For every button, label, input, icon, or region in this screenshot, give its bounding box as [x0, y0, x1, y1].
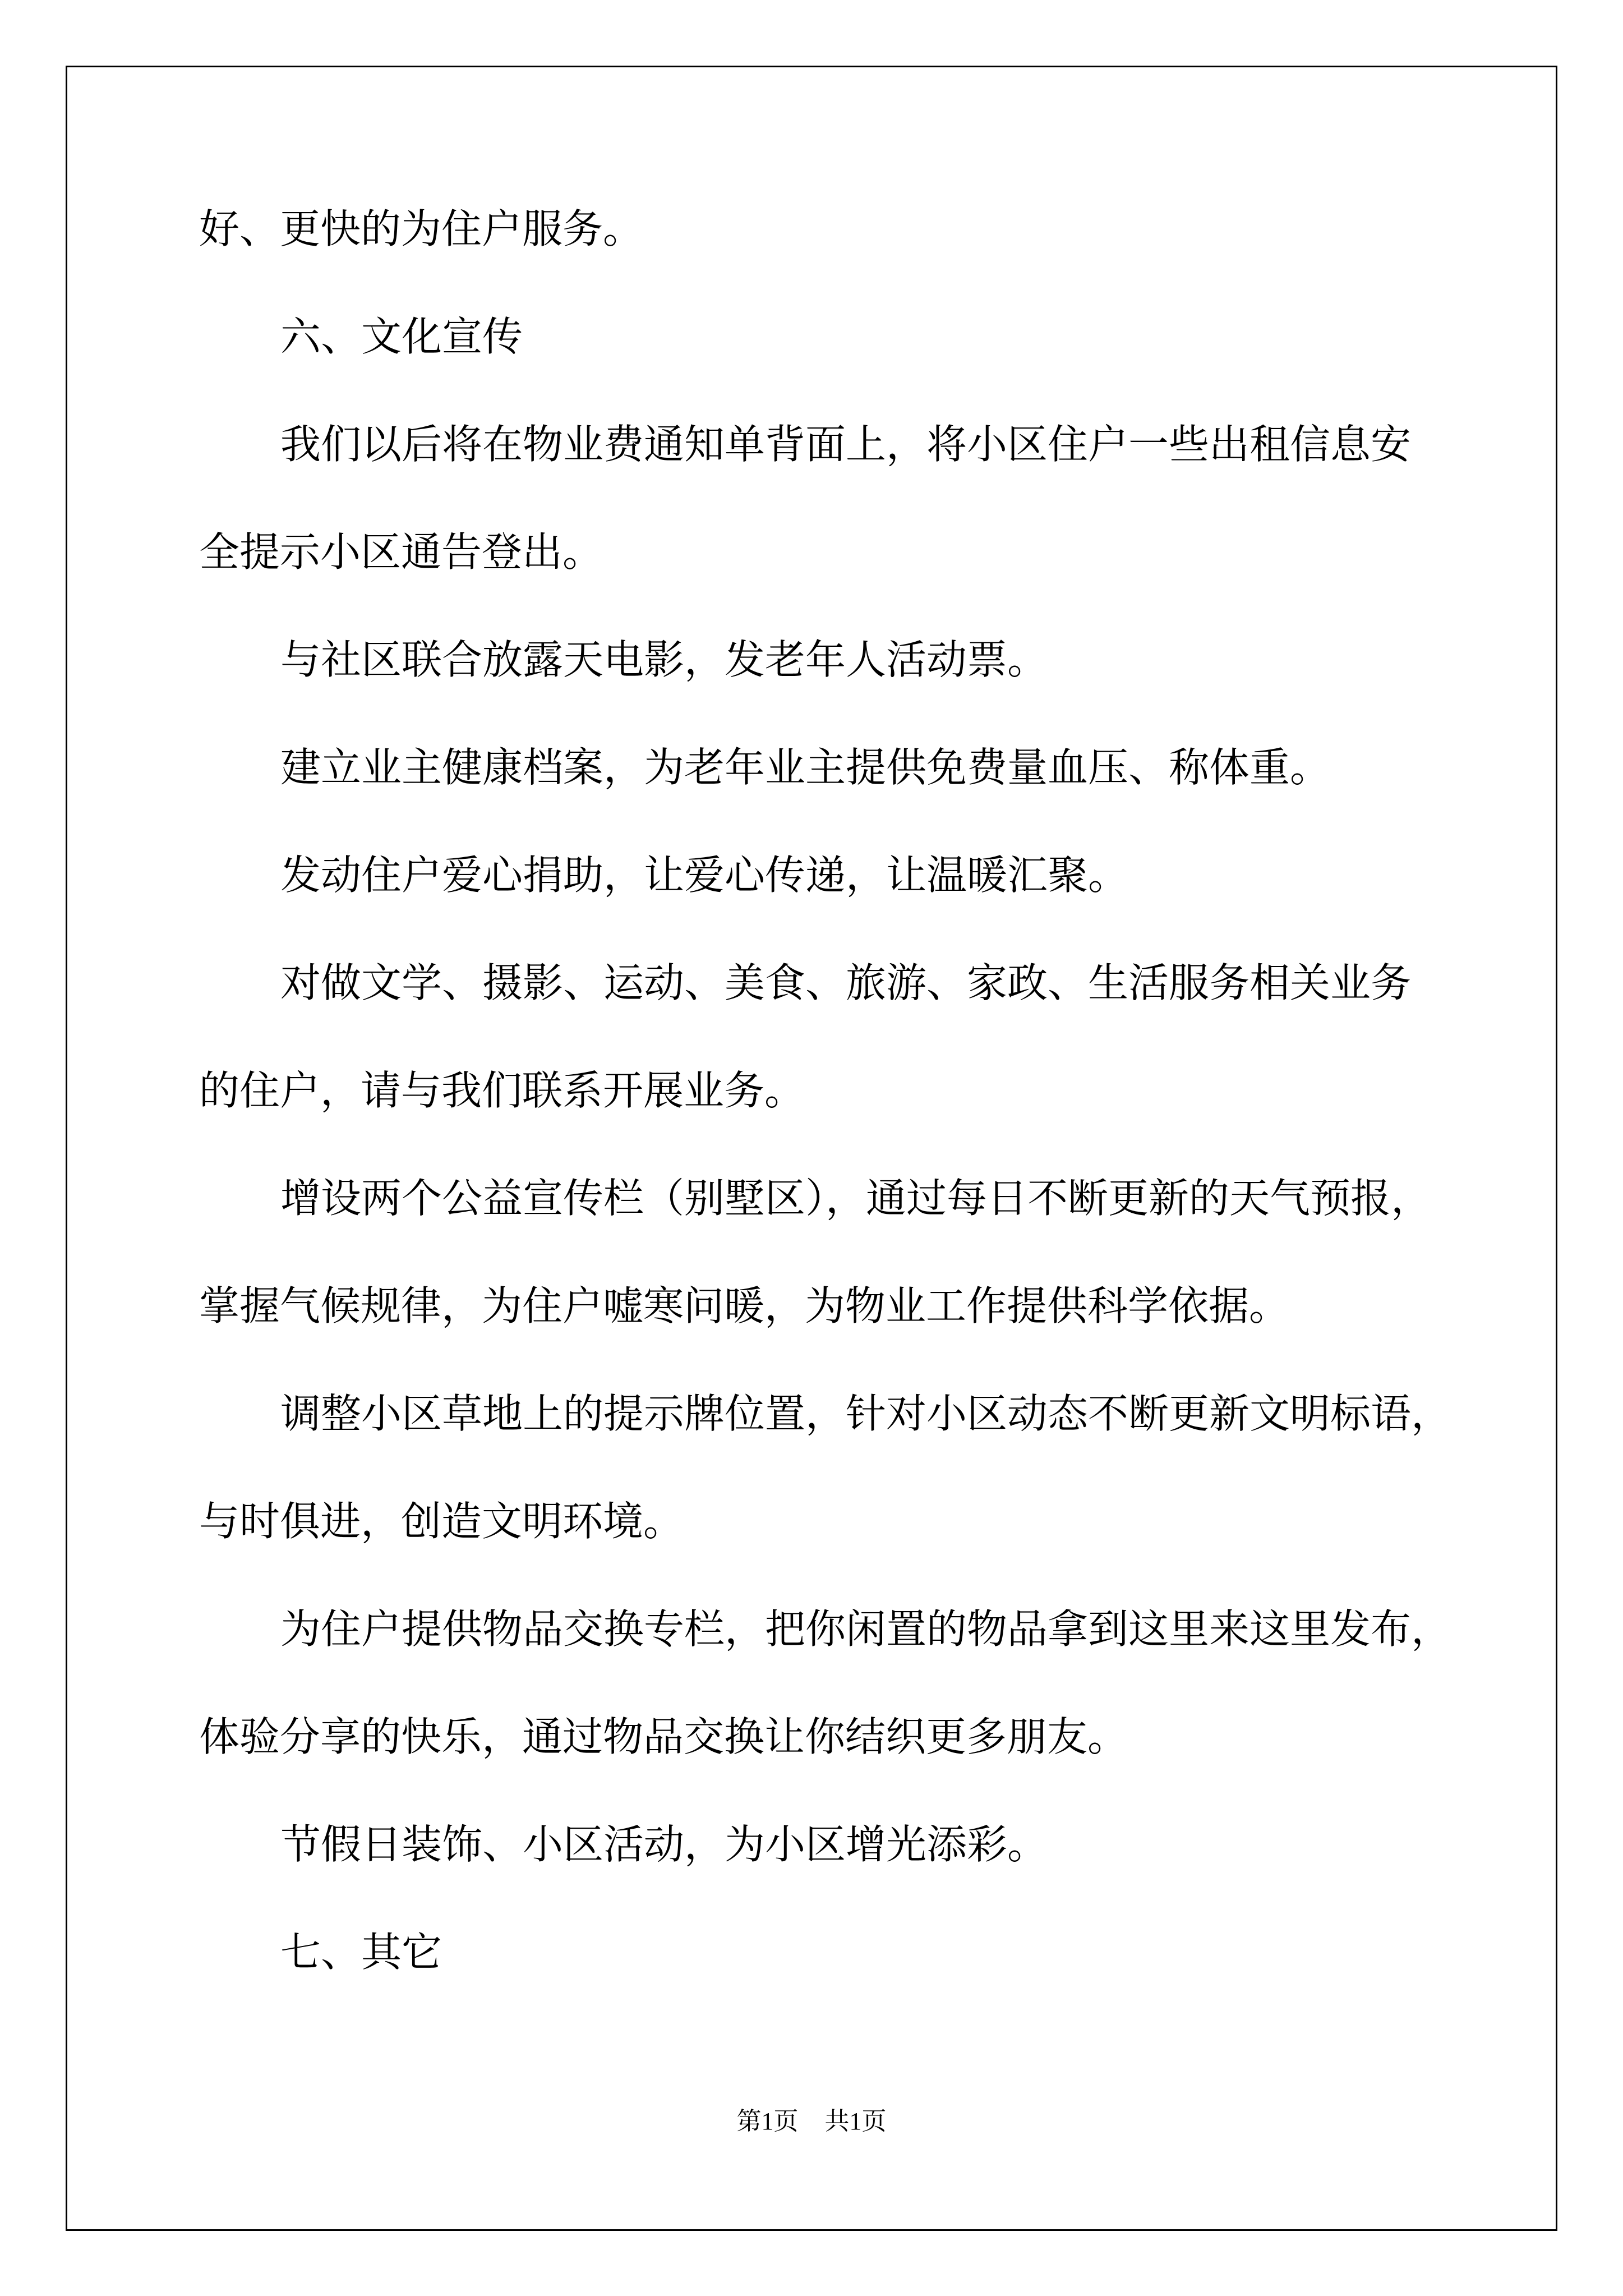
paragraph-line: 体验分享的快乐，通过物品交换让你结织更多朋友。: [199, 1713, 1128, 1760]
paragraph-line: 增设两个公益宣传栏（别墅区），通过每日不断更新的天气预报，: [280, 1175, 1432, 1222]
paragraph-line: 对做文学、摄影、运动、美食、旅游、家政、生活服务相关业务: [280, 959, 1412, 1006]
paragraph-line: 发动住户爱心捐助，让爱心传递，让温暖汇聚。: [280, 852, 1129, 899]
page-number: 第1页: [736, 2108, 799, 2135]
section-heading: 六、文化宣传: [280, 313, 523, 360]
section-heading: 七、其它: [280, 1929, 442, 1976]
page-total: 共1页: [824, 2108, 887, 2135]
paragraph-line: 节假日装饰、小区活动，为小区增光添彩。: [280, 1821, 1048, 1868]
page-footer: [0, 2105, 1623, 2138]
paragraph-line: 好、更快的为住户服务。: [199, 205, 644, 252]
paragraph-line: 全提示小区通告登出。: [199, 528, 603, 576]
paragraph-line: 与社区联合放露天电影，发老年人活动票。: [280, 636, 1048, 683]
paragraph-line: 为住户提供物品交换专栏，把你闲置的物品拿到这里来这里发布，: [280, 1605, 1452, 1653]
paragraph-line: 掌握气候规律，为住户嘘寒问暖，为物业工作提供科学依据。: [199, 1282, 1290, 1329]
paragraph-line: 与时俱进，创造文明环境。: [199, 1498, 684, 1545]
paragraph-line: 调整小区草地上的提示牌位置，针对小区动态不断更新文明标语，: [280, 1390, 1452, 1437]
paragraph-line: 建立业主健康档案，为老年业主提供免费量血压、称体重。: [280, 744, 1331, 791]
page-border: [66, 66, 1557, 2231]
paragraph-line: 的住户，请与我们联系开展业务。: [199, 1067, 805, 1114]
paragraph-line: 我们以后将在物业费通知单背面上，将小区住户一些出租信息安: [280, 421, 1412, 468]
